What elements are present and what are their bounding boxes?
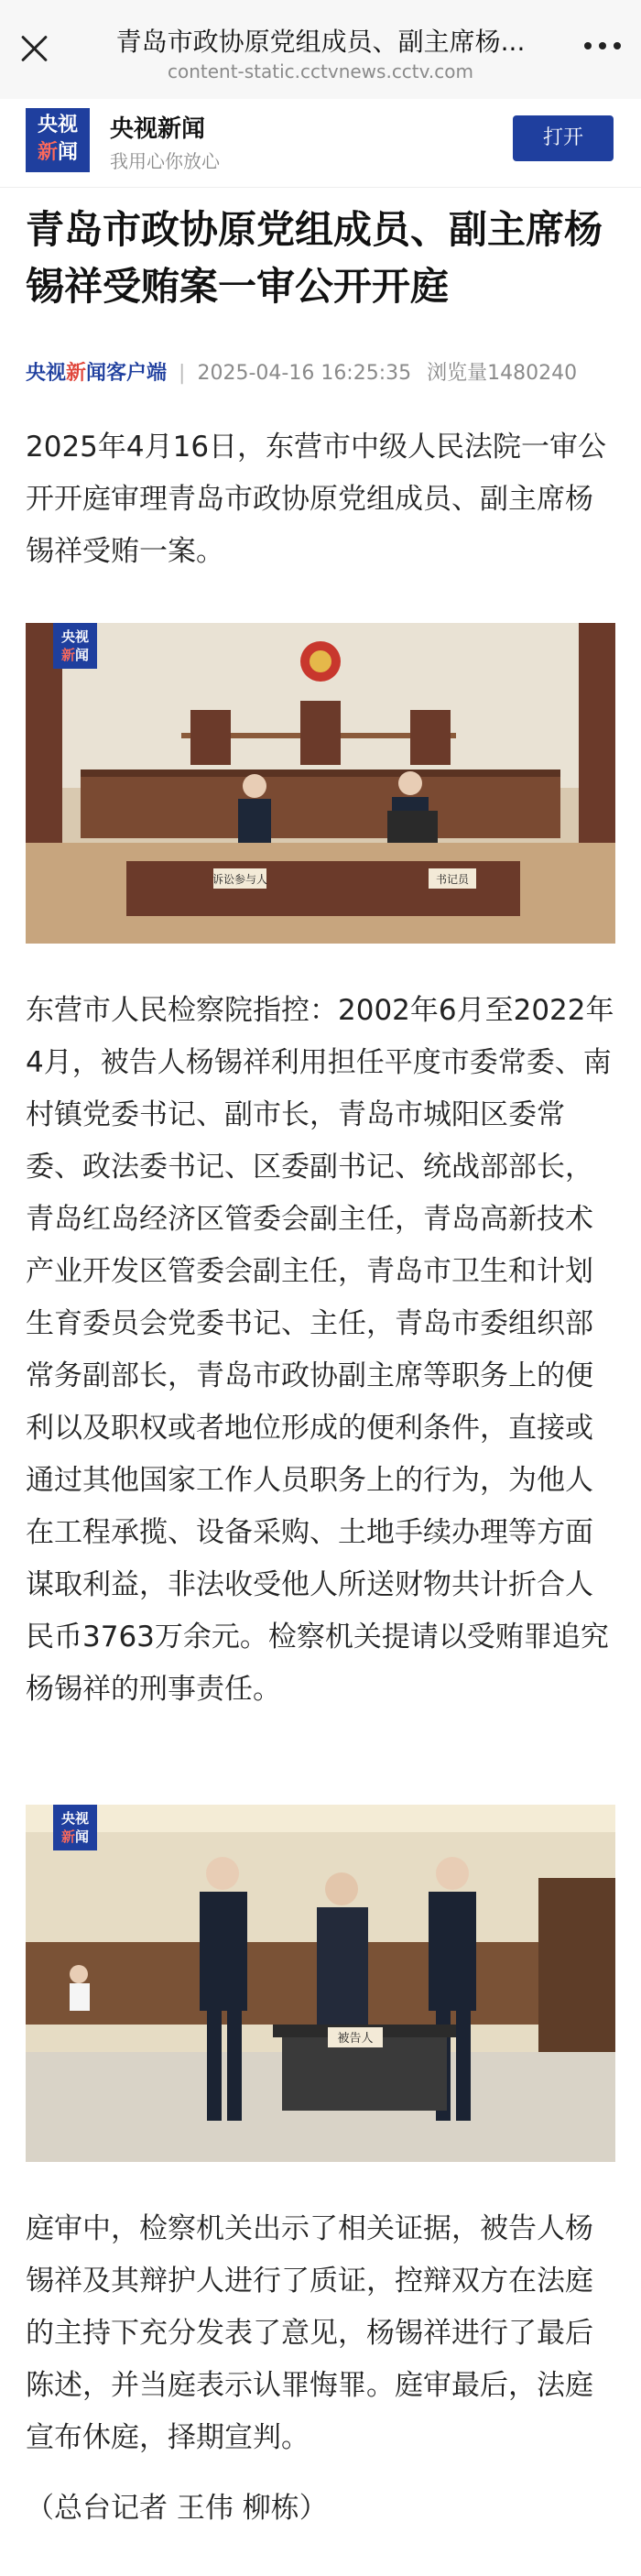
article-byline: （总台记者 王伟 柳栋）: [26, 2492, 328, 2525]
app-logo: [26, 108, 90, 172]
courtroom-photo-2-image: [26, 1805, 615, 2162]
watermark-1-line2: [53, 646, 97, 664]
sign-right: 书记员: [435, 873, 470, 886]
watermark-logo-2: [53, 1805, 97, 1850]
source-part-b: 新: [66, 362, 87, 385]
article-source[interactable]: [26, 362, 167, 385]
logo-line1: 央视: [37, 114, 78, 136]
open-app-button[interactable]: 打开: [513, 115, 614, 161]
watermark-2-line2-b: 闻: [75, 1828, 90, 1845]
article-paragraph-1: 2025年4月16日，东营市中级人民法院一审公开开庭审理青岛市政协原党组成员、副主席杨锡祥受贿一案。: [26, 431, 607, 568]
watermark-2-line1: 央视: [60, 1810, 89, 1827]
logo-line2-a: 新: [37, 141, 58, 164]
watermark-1-line1: 央视: [60, 628, 89, 645]
app-banner: [0, 99, 641, 188]
logo-line2: [26, 139, 90, 167]
article-title: 青岛市政协原党组成员、副主席杨锡祥受贿案一审公开开庭: [26, 207, 603, 309]
article-paragraph-2: 东营市人民检察院指控：2002年6月至2022年4月，被告人杨锡祥利用担任平度市委常委、南村镇党委书记、副市长，青岛市城阳区委常委、政法委书记、区委副书记、统战部部长，青岛红岛经济区管委会副主任，青岛高新技术产业开发区管委会副主任，青岛市卫生和计划生育委员会党委书记、主任，青岛市委组织部常务副部长，青岛市政协副主席等职务上的便利以及职权或者地位形成的便利条件，直接或通过其他国家工作人员职务上的行为，为他人在工程承揽、设备采购、土地手续办理等方面谋取利益，非法收受他人所送财物共计折合人民币3763万余元。检察机关提请以受贿罪追究杨锡祥的刑事责任。: [26, 994, 614, 1706]
courtroom-photo-1: [26, 623, 615, 944]
watermark-1-line2-b: 闻: [75, 647, 90, 663]
article-meta: [26, 357, 630, 386]
source-part-a: 央视: [26, 362, 67, 385]
logo-line2-b: 闻: [58, 141, 79, 164]
top-bar: [0, 0, 641, 100]
article-views: 浏览量1480240: [427, 362, 578, 385]
watermark-2-line2: [53, 1828, 97, 1846]
source-part-c: 闻客户端: [86, 362, 168, 385]
meta-separator: |: [179, 362, 186, 385]
defendant-sign: 被告人: [337, 2032, 374, 2046]
page-title: 青岛市政协原党组成员、副主席杨...: [115, 27, 526, 57]
watermark-2-line2-a: 新: [60, 1828, 75, 1845]
page-url: content-static.cctvnews.cctv.com: [167, 60, 474, 82]
close-icon[interactable]: [18, 33, 49, 64]
article-datetime: 2025-04-16 16:25:35: [197, 362, 412, 385]
watermark-1-line2-a: 新: [60, 647, 75, 663]
courtroom-photo-1-image: [26, 623, 615, 944]
sign-left: 诉讼参与人: [212, 873, 268, 886]
app-slogan: 我用心你放心: [110, 150, 220, 172]
article-paragraph-3: 庭审中，检察机关出示了相关证据，被告人杨锡祥及其辩护人进行了质证，控辩双方在法庭的主持下充分发表了意见，杨锡祥进行了最后陈述，并当庭表示认罪悔罪。庭审最后，法庭宣布休庭，择期宣判。: [26, 2212, 593, 2454]
watermark-logo-1: [53, 623, 97, 669]
app-name: 央视新闻: [110, 115, 206, 143]
courtroom-photo-2: [26, 1805, 615, 2162]
more-icon[interactable]: [584, 42, 621, 51]
